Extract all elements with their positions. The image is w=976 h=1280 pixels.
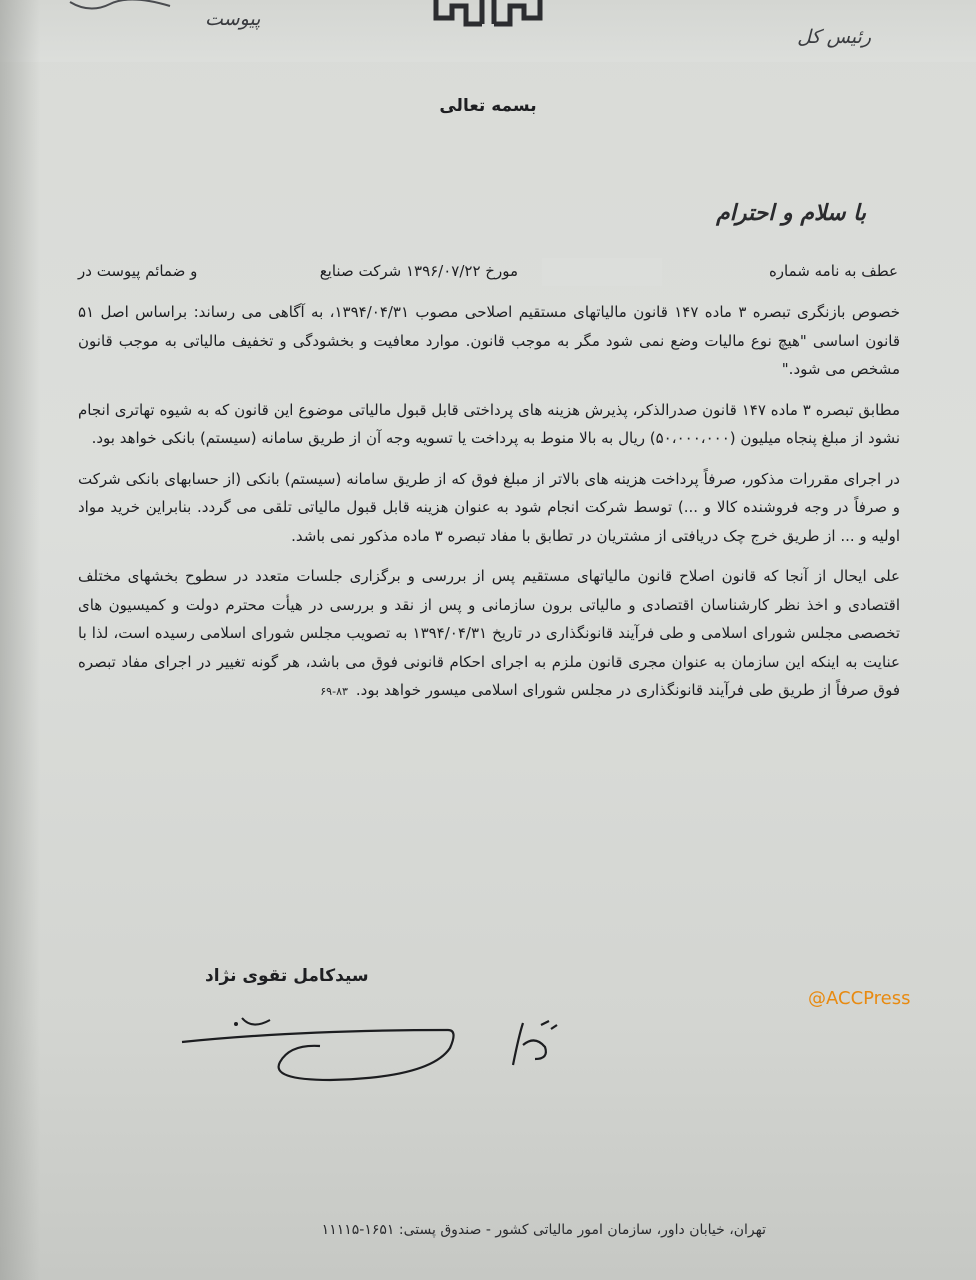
footer-address: تهران، خیابان داور، سازمان امور مالیاتی کشور - صندوق پستی: ۱۶۵۱-۱۱۱۱۵	[321, 1222, 766, 1238]
reference-part-2: مورخ ۱۳۹۶/۰۷/۲۲ شرکت صنایع	[319, 262, 518, 280]
signature	[180, 1000, 460, 1090]
paragraph-1: خصوص بازنگری تبصره ۳ ماده ۱۴۷ قانون مالیاتهای مستقیم اصلاحی مصوب ۱۳۹۴/۰۴/۳۱، به آگاهی می رساند: براساس اصل ۵۱ قانون اساسی "هیچ نوع مالیات وضع نمی شود مگر به موجب قانون. موارد معافیت و بخشودگی و تخفیف مالیاتی به موجب قانون مشخص می شود."	[78, 303, 900, 378]
attachment-label: پیوست	[205, 8, 261, 30]
letter-body	[78, 298, 900, 719]
reference-part-1: عطف به نامه شماره	[768, 262, 898, 280]
watermark: @ACCPress	[808, 988, 911, 1009]
reference-line	[78, 262, 898, 290]
redacted-area	[542, 258, 662, 286]
head-title: رئیس کل	[797, 26, 871, 48]
salutation: با سلام و احترام	[716, 200, 866, 226]
organization-emblem	[432, 0, 544, 30]
header-scribble	[60, 0, 180, 14]
basmala: بسمه تعالی	[439, 96, 537, 116]
reference-part-3: و ضمائم پیوست در	[78, 262, 198, 280]
paragraph-4-text: علی ایحال از آنجا که قانون اصلاح قانون مالیاتهای مستقیم پس از بررسی و برگزاری جلسات متعدد در سطوح بخشهای مختلف اقتصادی و اخذ نظر کارشناسان اقتصادی و مالیاتی برون سازمانی و پس از نقد و بررسی در هیأت محترم دولت و کمیسیون های تخصصی مجلس شورای اسلامی و طی فرآیند قانونگذاری در تاریخ ۱۳۹۴/۰۴/۳۱ به تصویب مجلس شورای اسلامی رسیده است، لذا با عنایت به اینکه این سازمان به عنوان مجری قانون ملزم به اجرای احکام قانونی فوق می باشد، هر گونه تغییر در اجرای مفاد تبصره فوق صرفاً از طریق طی فرآیند قانونگذاری در مجلس شورای اسلامی میسور خواهد بود.	[78, 567, 900, 699]
closing-note: ۸۳-۶۹	[320, 685, 348, 698]
page-shadow	[0, 0, 40, 1280]
paragraph-2: مطابق تبصره ۳ ماده ۱۴۷ قانون صدرالذکر، پذیرش هزینه های پرداختی قابل قبول مالیاتی موضوع این قانون که به شیوه تهاتری انجام نشود از مبلغ پنجاه میلیون (۵۰،۰۰۰،۰۰۰) ریال به بالا منوط به پرداخت یا تسویه وجه آن از طریق سامانه (سیستم) بانکی خواهد بود.	[78, 400, 900, 447]
signer-name: سیدکامل تقوی نژاد	[205, 966, 369, 986]
paragraph-4	[78, 562, 900, 707]
paragraph-3: در اجرای مقررات مذکور، صرفاً پرداخت هزینه های بالاتر از مبلغ فوق که از طریق سامانه (سیستم) بانکی (از حسابهای بانکی شرکت و صرفاً در وجه فروشنده کالا و ...) توسط شرکت انجام شود به عنوان هزینه قابل قبول مالیاتی تلقی می گردد. بنابراین خرید مواد اولیه و ... از طریق خرج چک دریافتی از مشتریان در تطابق با مفاد تبصره ۳ ماده مذکور نمی باشد.	[78, 469, 900, 545]
initial-mark	[505, 1015, 565, 1070]
